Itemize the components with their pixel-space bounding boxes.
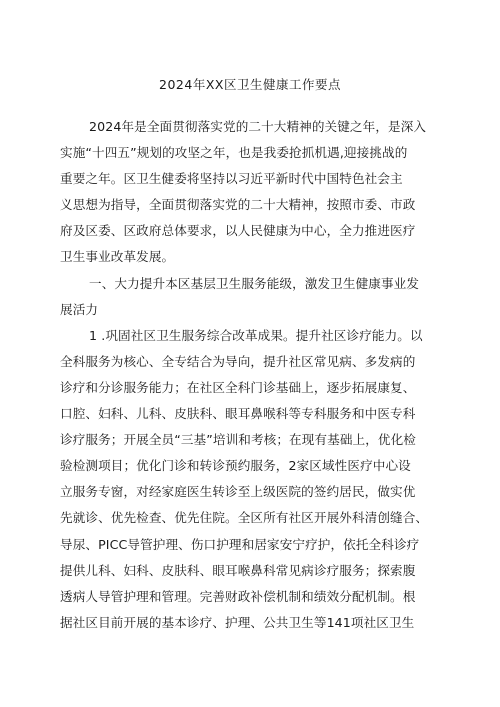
text-line: 透病人导管护理和管理。完善财政补偿机制和绩效分配机制。根 [60,588,416,604]
text-line: 提供儿科、妇科、皮肤科、眼耳喉鼻科常见病诊疗服务；探索腹 [60,562,416,578]
text-line: 口腔、妇科、儿科、皮肤科、眼耳鼻喉科等专科服务和中医专科 [60,406,416,422]
text-line: 据社区目前开展的基本诊疗、护理、公共卫生等141项社区卫生 [60,614,415,630]
text-line: 展活力 [60,301,99,317]
document-title: 2024年XX区卫生健康工作要点 [159,77,341,92]
text-line: 实施“十四五”规划的攻坚之年，也是我委抢抓机遇,迎接挑战的 [60,145,408,161]
text-line: 导尿、PICC导管护理、伤口护理和居家安宁疗护，依托全科诊疗 [60,536,420,552]
text-line: 全科服务为核心、全专结合为导向，提升社区常见病、多发病的 [60,353,416,369]
text-line: 府及区委、区政府总体要求，以人民健康为中心，全力推进医疗 [60,223,416,239]
text-line: 1 .巩固社区卫生服务综合改革成果。提升社区诊疗能力。以 [89,327,423,343]
text-line: 验检测项目；优化门诊和转诊预约服务，2家区域性医疗中心设 [60,458,411,474]
text-line: 一、大力提升本区基层卫生服务能级，激发卫生健康事业发 [89,275,420,291]
text-line: 2024年是全面贯彻落实党的二十大精神的关键之年，是深入 [89,119,427,134]
text-line: 诊疗服务；开展全员“三基”培训和考核；在现有基础上，优化检 [60,432,416,448]
text-line: 义思想为指导，全面贯彻落实党的二十大精神，按照市委、市政 [60,197,416,213]
document-body [60,114,440,636]
text-line: 立服务专窗，对经家庭医生转诊至上级医院的签约居民，做实优 [60,484,416,500]
text-line: 诊疗和分诊服务能力；在社区全科门诊基础上，逐步拓展康复、 [60,379,416,395]
text-line: 重要之年。区卫生健委将坚持以习近平新时代中国特色社会主 [60,171,403,187]
text-line: 先就诊、优先检查、优先住院。全区所有社区开展外科清创缝合、 [60,510,429,526]
text-line: 卫生事业改革发展。 [60,249,175,265]
